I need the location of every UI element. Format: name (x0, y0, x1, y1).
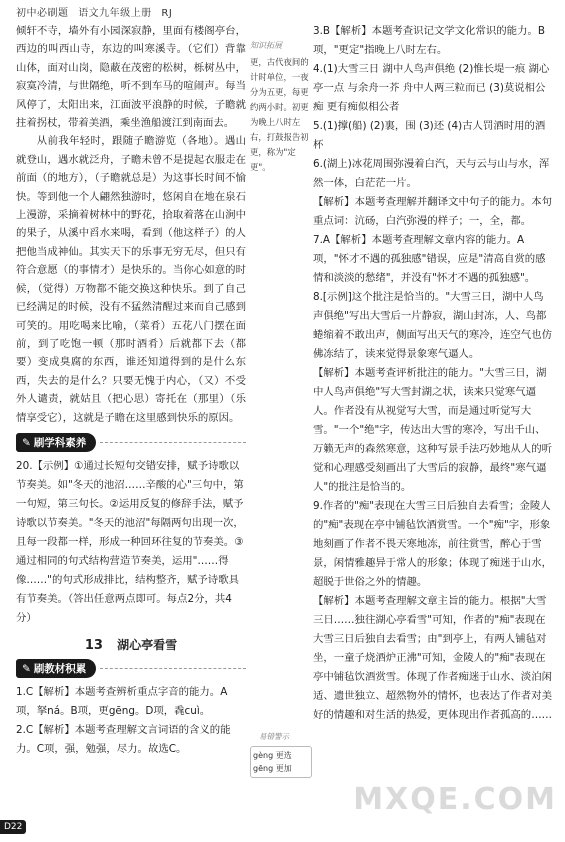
answer-7: 7.A【解析】本题考查理解文章内容的能力。A项，"怀才不遇的孤独感"错误，应是"清高自赏的感情和淡淡的愁绪"，并没有"怀才不遇的孤独感"。 (313, 234, 546, 284)
error-warning-row-1: gèng 更选 (253, 751, 292, 760)
error-warning-title: 易错警示 (259, 732, 289, 741)
answer-2: 2.C【解析】本题考查理解文言词语的含义的能力。C项，强，勉强，尽力。故选C。 (16, 723, 231, 755)
answer-8-analysis: 【解析】本题考查评析批注的能力。"大雪三日，湖中人鸟声俱绝"写大雪封湖之状，读来只觉寒气逼人。作者没有从视觉写大雪，而是通过听觉写大雪。"一个"绝"字，传达出大雪的寒冷，写出千山、万籁无声的森然寒意，这种写景手法巧妙地从人的听觉和心理感受刻画出了大雪后的寂静，最终"寒气逼人"的批注是恰当的。 (313, 367, 552, 493)
answer-1: 1.C【解析】本题考查辨析重点字音的能力。A项，拏ná。B项，更gēng。D项，毳cuì。 (16, 685, 228, 717)
error-warning-box (250, 732, 312, 778)
answer-8: 8.[示例]这个批注是恰当的。"大雪三日，湖中人鸟声俱绝"写出大雪后一片静寂，湖山封冻，人、鸟都蜷缩着不敢出声，侧面写出天气的寒冷，连空气也仿佛冻结了，读来觉得景象寒气逼人。 (313, 291, 552, 360)
section-pill: ✎ 刷学科素养 (16, 433, 96, 452)
lesson-title (16, 636, 246, 653)
subject-name: 语文九年级上册 (78, 8, 152, 19)
right-column (313, 22, 553, 725)
answer-6: 6.(湖上)冰花周围弥漫着白汽，天与云与山与水，浑然一体，白茫茫一片。 (313, 158, 550, 189)
left-column (16, 22, 246, 759)
translation-paragraph-1: 倾轩不寺，墙外有小园深寂静，里面有楼阁亭台，西边的叫西山寺，东边的叫寒溪寺。（它们）背靠山体，面对山岗，隐蔽在茂密的松树，栎树丛中，寂寞冷清，与世隔绝，听不到车马的喧闹声。每当风停了，太阳出来，江面波平浪静的时候，子瞻就拄着拐杖，带着美酒，乘坐渔船渡江到南面去。 (16, 25, 246, 130)
page-number-badge: D22 (0, 820, 26, 834)
side-note (250, 40, 310, 175)
side-note-body: 更，古代夜间的计时单位，一夜分为五更，每更约两小时。初更为晚上八时左右，打鼓报告初更，称为"定更"。 (250, 57, 309, 172)
answer-9: 9.作者的"痴"表现在大雪三日后独自去看雪；金陵人的"痴"表现在亭中铺毡饮酒赏雪。一个"痴"字，形象地刻画了作者不畏天寒地冻，前往赏雪，醉心于雪景，闲情雅趣异于常人的形象；体现了痴迷于山水，超脱于世俗之外的情趣。 (313, 500, 552, 588)
section-bar-textbook (16, 659, 246, 679)
watermark: MXQE.COM (353, 782, 557, 817)
answer-3: 3.B【解析】本题考查识记文学文化常识的能力。B项，"更定"指晚上八时左右。 (313, 25, 545, 56)
answer-9-analysis: 【解析】本题考查理解文章主旨的能力。根据"大雪三日……独往湖心亭看雪"可知，作者的"痴"表现在大雪三日后独自去看雪；由"到亭上，有两人铺毡对坐，一童子烧酒炉正沸"可知，金陵人的"痴"表现在亭中铺毡饮酒赏雪。体现了作者痴迷于山水、淡泊闲适、遗世独立、超然物外的情怀，也表达了作者对美好的情趣和对生活的热爱，更体现出作者孤高的…… (313, 595, 552, 721)
book-name: 初中必刷题 (16, 8, 69, 19)
lesson-name: 湖心亭看雪 (117, 637, 178, 652)
pencil-icon: ✎ (22, 437, 31, 450)
section-pill: ✎ 刷教材积累 (16, 659, 96, 678)
translation-paragraph-2: 从前我年轻时，跟随子瞻游览（各地）。遇山就登山，遇水就泛舟，子瞻未曾不是提起衣服走在前面（的地方），（子瞻就总是）为这事长时间不愉快。等到他一个人翩然独游时，悠闲自在地在泉石上漫游，采摘着树林中的野花，拾取着落在山涧中的果子，从溪中舀水来喝，看到（他这样子）的人把他当成神仙。其实天下的乐事无穷无尽，但只有符合意愿（的事情才）是快乐的。当你心如意的时候，（觉得）万物都不能交换这种快乐。到了自己已经满足的时候，没有不猛然清醒过来而自己感到可笑的。用吃喝来比喻，（菜肴）五花八门摆在面前，到了吃饱一顿（那时酒肴）后就都下去（都要）变成臭腐的东西，谁还知道得到的是什么东西，失去的是什么？只要无愧于内心，（又）不受外人谴责，就姑且（把心思）寄托在（那里）（乐情享受它），这就是子瞻在这里感到快乐的原因。 (16, 135, 246, 424)
side-note-title: 知识拓展 (250, 41, 282, 50)
error-warning-row-2: gēng 更加 (253, 764, 292, 773)
answer-5: 5.(1)撑(船) (2)裏，围 (3)还 (4)古人罚酒时用的酒杯 (313, 120, 546, 151)
answer-6-analysis: 【解析】本题考查理解并翻译文中句子的能力。本句重点词：沆砀，白汽弥漫的样子；一，全，都。 (313, 196, 552, 227)
lesson-number: 13 (84, 637, 103, 653)
edition-name: RJ (161, 8, 173, 19)
answer-20: 20.【示例】①通过长短句交错安排，赋予诗歌以节奏美。如"冬天的池沼……辛酸的心"三句中，第一句短，第三句长。②运用反复的修辞手法，赋予诗歌以节奏美。"冬天的池沼"每隔两句出现一次，且每一段都一样，形成一种回环往复的节奏美。③通过相同的句式结构营造节奏美，运用"……得像……"的句式形成排比，结构整齐，赋予诗歌具有节奏美。（答出任意两点即可。每点2分，共4分） (16, 459, 244, 624)
pencil-icon: ✎ (22, 663, 31, 676)
answer-4: 4.(1)大雪三日 湖中人鸟声俱绝 (2)惟长堤一痕 湖心亭一点 与余舟一芥 舟中人两三粒而已 (3)莫说相公痴 更有痴似相公者 (313, 63, 550, 113)
section-bar-subject-literacy (16, 433, 246, 453)
page-header (16, 4, 178, 19)
